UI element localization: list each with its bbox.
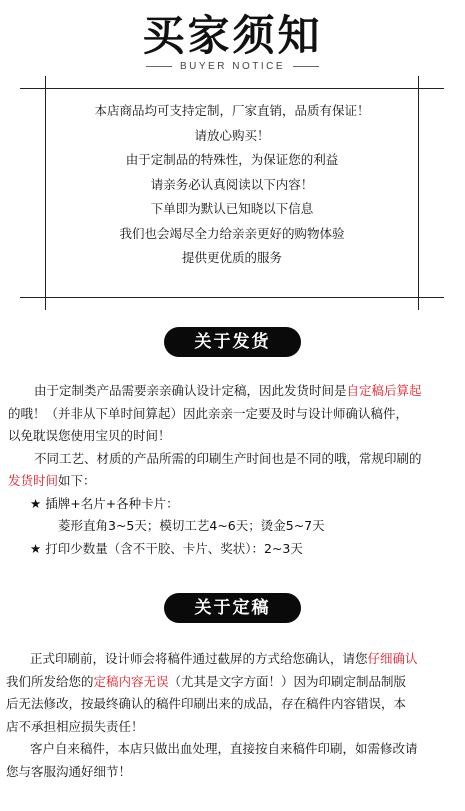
proof-highlight-content: 定稿内容无误 xyxy=(93,673,169,689)
frame-bottom-rule xyxy=(20,297,444,298)
subtitle-left-rule xyxy=(146,66,172,67)
shipping-item2 xyxy=(8,538,422,561)
notice-line: 请亲务必认真阅读以下内容！ xyxy=(150,176,314,192)
shipping-text-segment: 如下： xyxy=(58,473,96,488)
page-title: 买家须知 xyxy=(142,11,323,60)
shipping-item1 xyxy=(8,493,422,516)
shipping-highlight-after-proof: 自定稿后算起 xyxy=(346,383,422,398)
shipping-item1-label: 插牌+名片+各种卡片： xyxy=(45,495,179,511)
subtitle-right-rule xyxy=(293,66,319,67)
proof-para1-line2 xyxy=(6,671,418,694)
proof-text xyxy=(6,648,418,783)
notice-line: 我们也会竭尽全力给亲亲更好的购物体验 xyxy=(119,225,345,241)
shipping-para1-line3: 以免耽误您使用宝贝的时间！ xyxy=(8,428,171,443)
shipping-heading: 关于发货 xyxy=(164,327,301,357)
shipping-para2-line2 xyxy=(8,470,422,493)
notice-list xyxy=(46,99,418,271)
star-icon: ★ xyxy=(30,540,42,556)
notice-line: 提供更优质的服务 xyxy=(181,250,282,265)
shipping-para1-line1 xyxy=(8,380,422,403)
notice-line: 由于定制品的特殊性，为保证您的利益 xyxy=(125,152,339,167)
shipping-text-segment: 由于定制类产品需要亲亲确认设计定稿，因此发货时间是 xyxy=(34,383,347,398)
proof-para2-line2: 您与客服沟通好细节！ xyxy=(6,763,132,779)
shipping-text xyxy=(8,380,422,560)
notice-line: 请放心购买！ xyxy=(194,127,270,143)
proof-para1-line4: 店不承担相应损失责任！ xyxy=(6,718,144,734)
proof-text-segment: 我们所发给您的 xyxy=(6,673,94,689)
proof-highlight-confirm: 仔细确认 xyxy=(367,651,418,666)
shipping-para2-line1: 不同工艺、材质的产品所需的印刷生产时间也是不同的哦，常规印刷的 xyxy=(34,450,422,466)
frame-top-rule xyxy=(20,88,444,89)
frame-right-rule xyxy=(418,76,419,310)
shipping-highlight-delivery-time: 发货时间 xyxy=(8,473,59,488)
proof-para2-line1: 客户自来稿件，本店只做出血处理，直接按自来稿件印刷，如需修改请 xyxy=(30,741,418,756)
subtitle-row xyxy=(0,58,465,74)
proof-heading: 关于定稿 xyxy=(164,593,301,623)
star-icon: ★ xyxy=(30,495,42,511)
shipping-item1-detail: 菱形直角3~5天；模切工艺4~6天；烫金5~7天 xyxy=(58,518,325,533)
proof-text-segment: 正式印刷前，设计师会将稿件通过截屏的方式给您确认，请您 xyxy=(30,651,368,666)
proof-para1-line3: 后无法修改，按最终确认的稿件印刷出来的成品，存在稿件内容错误，本 xyxy=(6,696,407,711)
proof-text-segment: （尤其是文字方面！）因为印刷定制品制版 xyxy=(168,673,407,689)
notice-line: 下单即为默认已知晓以下信息 xyxy=(150,201,314,216)
proof-para1-line1 xyxy=(6,648,418,671)
shipping-item2-label: 打印少数量（含不干胶、卡片、奖状）：2~3天 xyxy=(45,540,303,556)
notice-line: 本店商品均可支持定制，厂家直销，品质有保证！ xyxy=(94,103,370,118)
shipping-para1-line2: 的哦！（并非从下单时间算起）因此亲亲一定要及时与设计师确认稿件， xyxy=(8,405,409,421)
subtitle-text: BUYER NOTICE xyxy=(179,60,285,72)
